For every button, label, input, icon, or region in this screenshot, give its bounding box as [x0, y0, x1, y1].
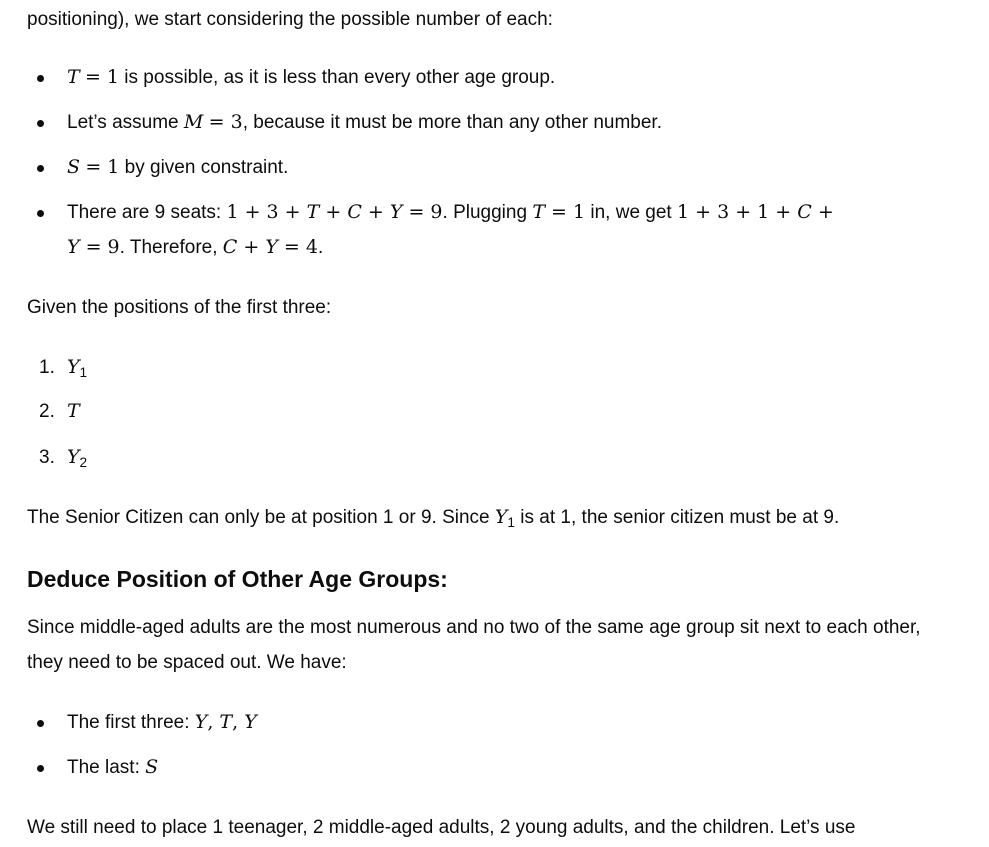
list-item: S = 1 by given constraint.	[27, 150, 288, 185]
list-item: There are 9 seats: 1 + 3 + T + C + Y = 9. Plugging T = 1 in, we get 1 + 3 + 1 + C + Y = 9. Therefore, C + Y = 4.	[27, 195, 927, 265]
list-item: 1. $Y_1$	[39, 356, 88, 381]
spacing-paragraph: Since middle-aged adults are the most numerous and no two of the same age group sit next to each other, they need to be spaced out. We have:	[27, 617, 921, 673]
intro-paragraph: positioning), we start considering the possible number of each:	[27, 9, 553, 30]
list-item: Let’s assume M = 3, because it must be more than any other number.	[27, 105, 662, 140]
final-paragraph: We still need to place 1 teenager, 2 middle-aged adults, 2 young adults, and the children. Let’s use	[27, 817, 856, 838]
list-item: The last: S	[27, 750, 158, 785]
list-item: 2. T	[39, 400, 80, 422]
senior-paragraph: The Senior Citizen can only be at position 1 or 9. Since $Y_1$ is at 1, the senior citizen must be at 9.	[27, 506, 840, 531]
list-item: T = 1 is possible, as it is less than every other age group.	[27, 60, 555, 95]
list-item: 3. $Y_2$	[39, 446, 88, 471]
given-paragraph: Given the positions of the first three:	[27, 297, 332, 318]
list-item: The first three: Y, T, Y	[27, 705, 257, 740]
section-heading: Deduce Position of Other Age Groups:	[27, 566, 448, 592]
